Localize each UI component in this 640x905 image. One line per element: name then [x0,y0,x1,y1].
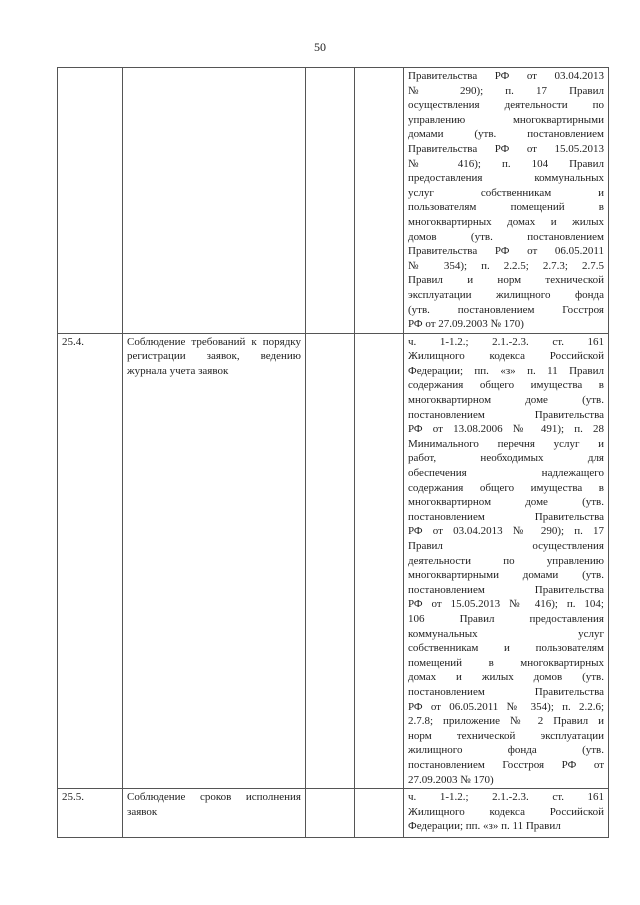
legal-reference-line: Правительства РФ от 03.04.2013 [408,70,604,82]
legal-reference-line: постановлением Правительства [408,583,604,596]
legal-reference-line: домов (утв. постановлением [408,230,604,243]
page-number: 50 [314,40,326,54]
legal-reference-line: деятельности по управлению [408,554,604,567]
legal-reference-line: домами (утв. постановлением [408,128,604,141]
legal-reference-line: осуществления деятельности по [408,99,604,112]
legal-reference-line: домах и жилых домов (утв. [408,671,604,684]
row-number-cell [58,68,123,334]
legal-reference-line: управлению многоквартирными [408,113,604,126]
legal-reference-line: постановлением Правительства [408,685,604,698]
table-row [58,68,609,334]
legal-reference-line: РФ от 06.05.2011 № 354); п. 2.2.6; [408,700,604,713]
legal-reference-cell [404,68,609,334]
legal-reference-line: (утв. постановлением Госстроя [408,303,604,316]
empty-column-cell [306,68,355,334]
legal-reference-line: 27.09.2003 № 170) [408,773,494,786]
legal-reference-line: обеспечения надлежащего [408,467,604,480]
legal-reference-line: Жилищного кодекса Российской [408,805,604,818]
requirement-cell: Соблюдение требований к порядку регистрации заявок, ведению журнала учета заявок [123,333,306,788]
legal-reference-line: № 416); п. 104 Правил [408,157,604,170]
legal-reference-line: Федерации; пп. «з» п. 11 Правил [408,820,561,833]
legal-reference-line: многоквартирном доме (утв. [408,394,604,407]
legal-reference-cell [404,789,609,838]
empty-column-cell [355,68,404,334]
empty-column-cell [306,333,355,788]
legal-reference-line: услуг собственникам и [408,186,604,199]
legal-reference-line: Жилищного кодекса Российской [408,350,604,363]
requirements-table [57,67,609,838]
table-row [58,333,609,788]
legal-reference-line: Минимального перечня услуг и [408,437,604,450]
row-number-cell: 25.5. [58,789,123,838]
legal-reference-line: работ, необходимых для [408,452,604,465]
empty-column-cell [306,789,355,838]
legal-reference-line: Правительства РФ от 06.05.2011 [408,245,604,258]
legal-reference-line: РФ от 13.08.2006 № 491); п. 28 [408,423,604,436]
legal-reference-line: многоквартирных домах и жилых [408,215,604,228]
legal-reference-line: РФ от 15.05.2013 № 416); п. 104; [408,598,604,611]
empty-column-cell [355,789,404,838]
legal-reference-line: 2.7.8; приложение № 2 Правил и [408,715,604,728]
legal-reference-line: норм технической эксплуатации [408,729,604,742]
row-number-cell: 25.4. [58,333,123,788]
legal-reference-line: предоставления коммунальных [408,172,604,185]
legal-reference-line: Правительства РФ от 15.05.2013 [408,142,604,155]
legal-reference-line: постановлением Правительства [408,408,604,421]
legal-reference-cell [404,333,609,788]
legal-reference-line: РФ от 03.04.2013 № 290); п. 17 [408,525,604,538]
legal-reference-line: ч. 1-1.2.; 2.1.-2.3. ст. 161 [408,335,604,348]
legal-reference-line: собственникам и пользователям [408,642,604,655]
legal-reference-line: содержания общего имущества в [408,379,604,392]
legal-reference-line: многоквартирными домами (утв. [408,569,604,582]
requirements-table-body [58,68,609,838]
legal-reference-line: Правил осуществления [408,540,604,552]
legal-reference-line: 106 Правил предоставления [408,612,604,625]
legal-reference-line: ч. 1-1.2.; 2.1.-2.3. ст. 161 [408,791,604,804]
requirement-cell: Соблюдение сроков исполнения заявок [123,789,306,838]
legal-reference-line: Правил и норм технической [408,274,604,287]
legal-reference-line: коммунальных услуг [408,627,604,640]
legal-reference-line: содержания общего имущества в [408,481,604,494]
table-row [58,789,609,838]
legal-reference-line: помещений в многоквартирных [408,656,604,669]
legal-reference-line: РФ от 27.09.2003 № 170) [408,318,524,331]
legal-reference-line: № 290); п. 17 Правил [408,84,604,97]
legal-reference-line: эксплуатации жилищного фонда [408,288,604,301]
legal-reference-line: Федерации; пп. «з» п. 11 Правил [408,364,604,377]
requirement-cell [123,68,306,334]
legal-reference-line: № 354); п. 2.2.5; 2.7.3; 2.7.5 [408,259,604,272]
legal-reference-line: жилищного фонда (утв. [408,744,604,757]
legal-reference-line: постановлением Госстроя РФ от [408,758,604,771]
legal-reference-line: пользователям помещений в [408,201,604,214]
empty-column-cell [355,333,404,788]
legal-reference-line: постановлением Правительства [408,510,604,523]
legal-reference-line: многоквартирном доме (утв. [408,496,604,509]
